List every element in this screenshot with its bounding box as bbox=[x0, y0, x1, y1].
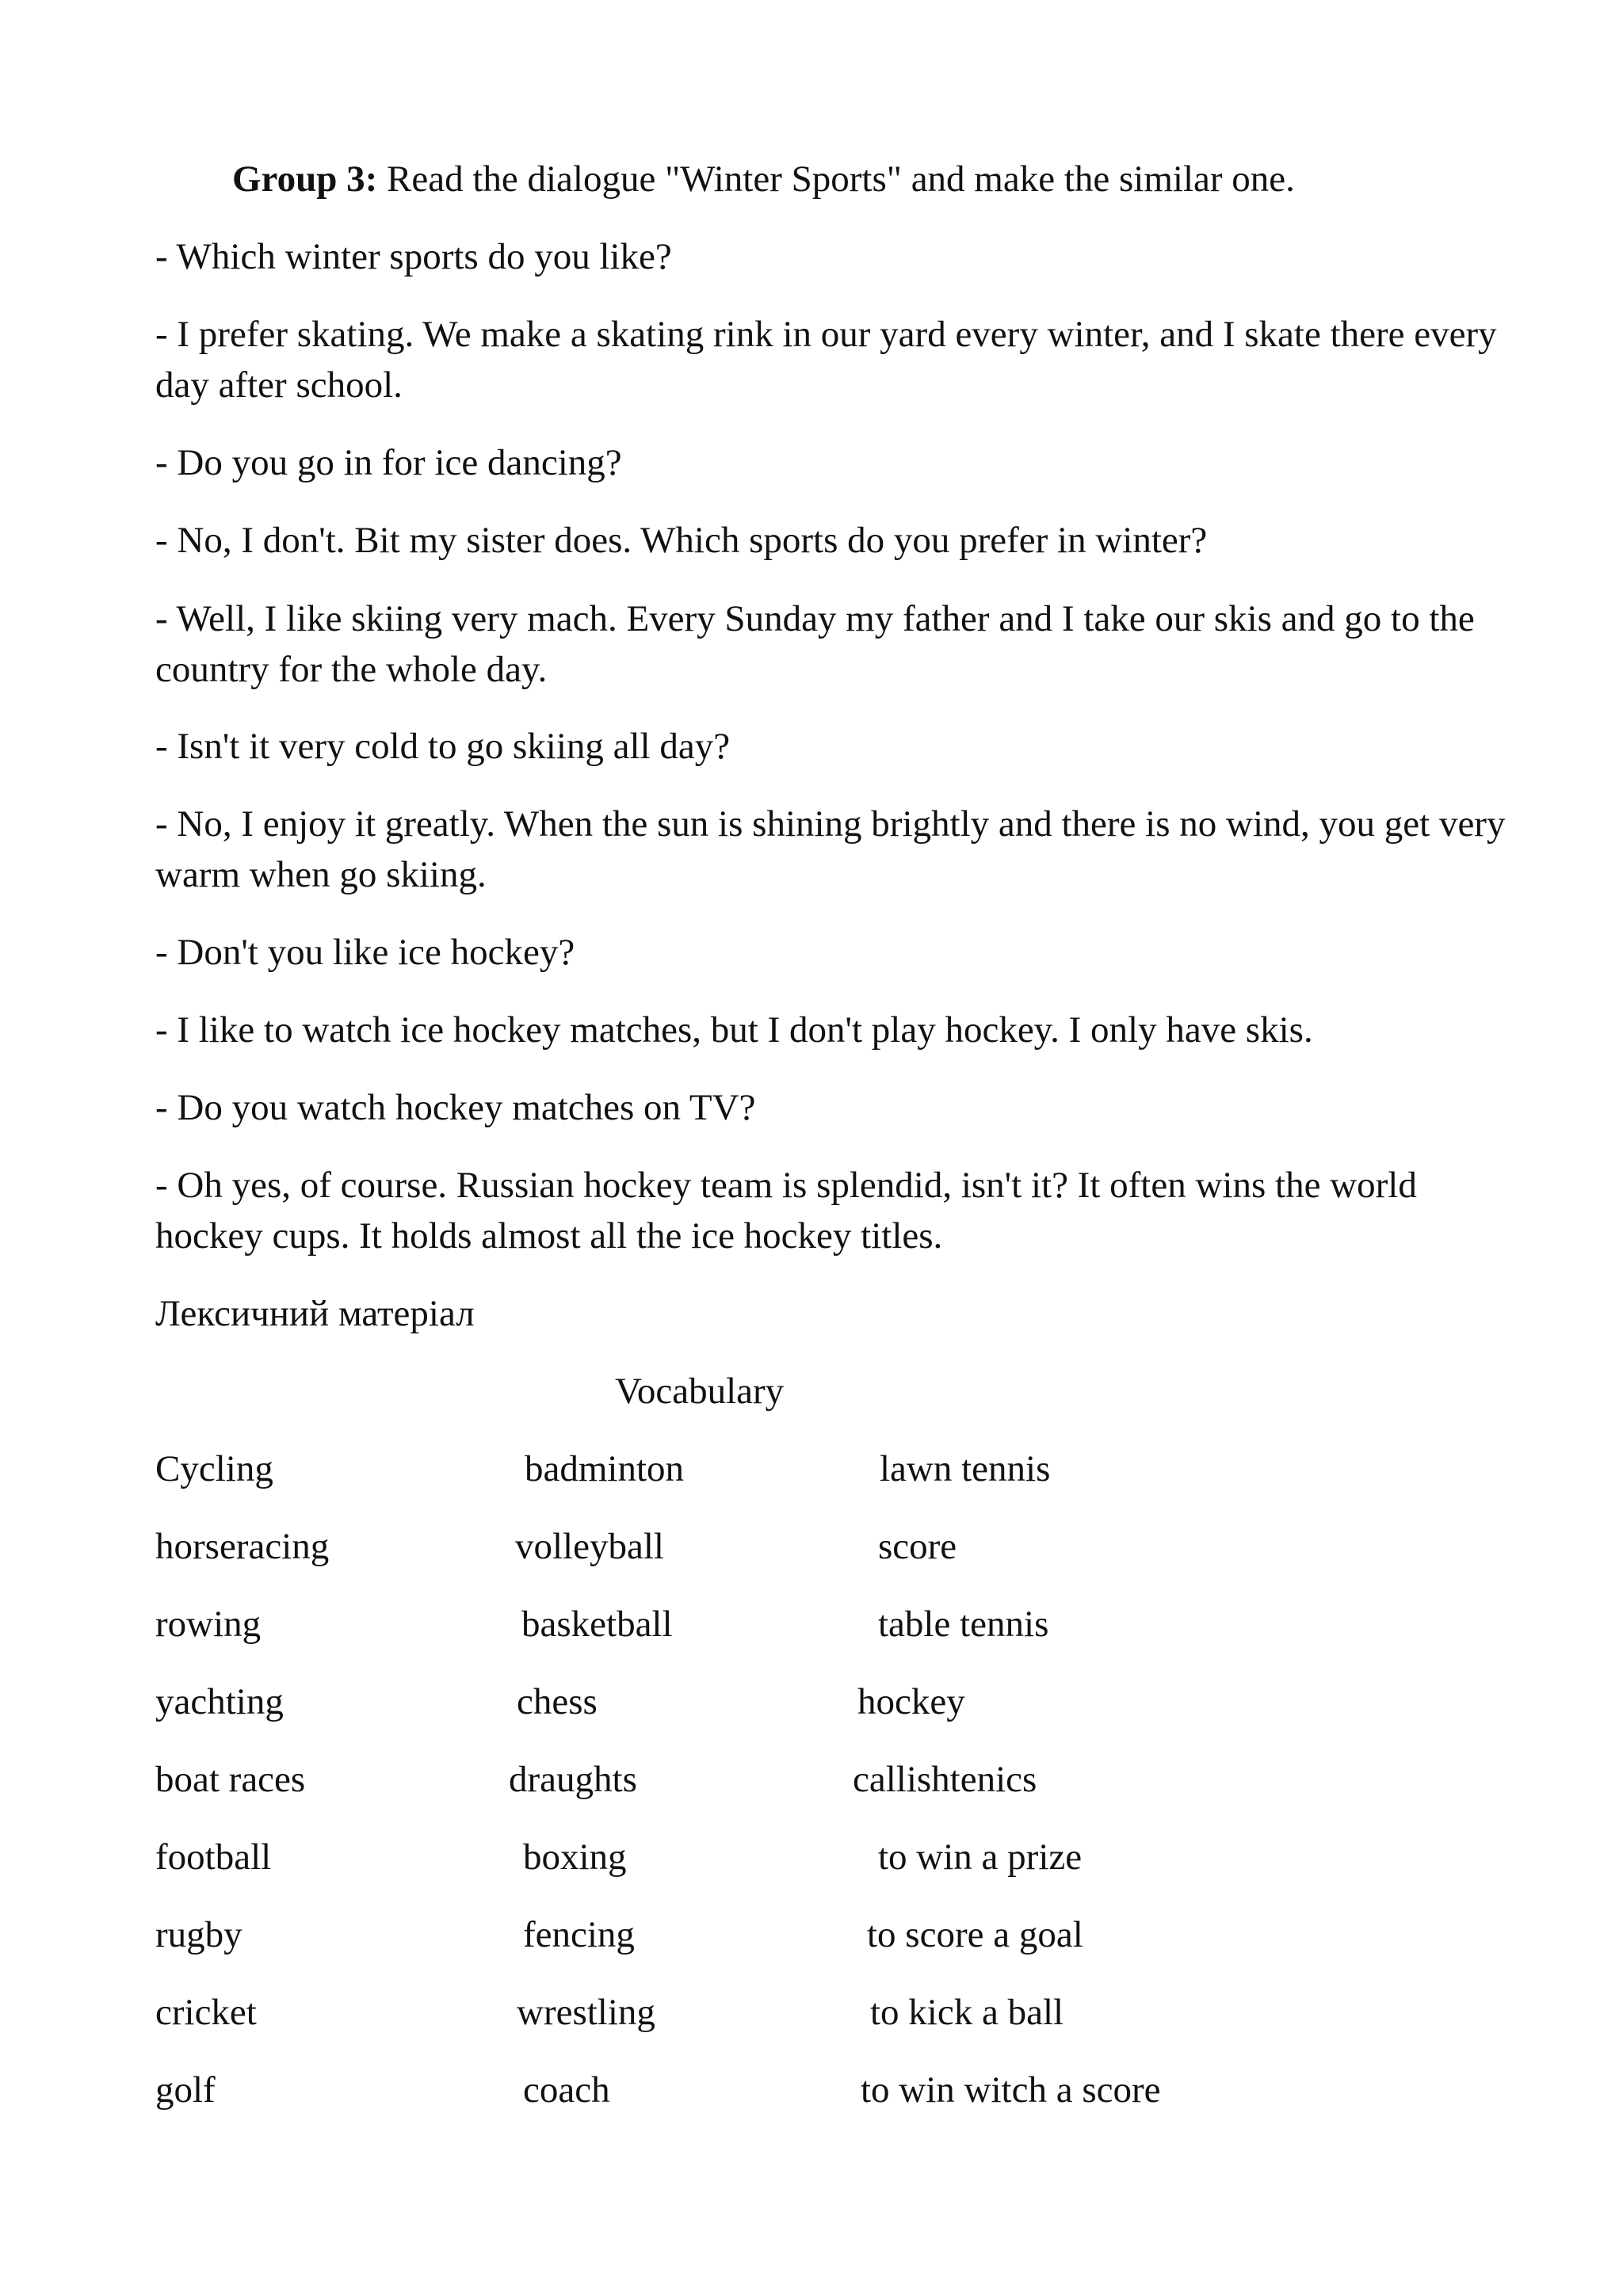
dialogue-text: - No, I don't. Bit my sister does. Which sports do you prefer in winter? bbox=[155, 520, 1208, 561]
vocab-word: callishtenics bbox=[853, 1759, 1037, 1800]
vocab-word: Cycling bbox=[155, 1448, 273, 1489]
dialogue-text: - I prefer skating. We make a skating rink in our yard every winter, and I skate there every bbox=[155, 314, 1497, 355]
dialogue-text: - Isn't it very cold to go skiing all day? bbox=[155, 726, 731, 767]
dialogue-line bbox=[155, 721, 1566, 772]
vocab-word: basketball bbox=[521, 1604, 673, 1645]
dialogue-line bbox=[155, 231, 1566, 282]
dialogue-text: hockey cups. It holds almost all the ice hockey titles. bbox=[155, 1215, 943, 1257]
vocab-word: yachting bbox=[155, 1681, 284, 1722]
dialogue-text: - I like to watch ice hockey matches, but I don't play hockey. I only have skis. bbox=[155, 1009, 1313, 1051]
vocab-word: draughts bbox=[509, 1759, 637, 1800]
vocab-word: to score a goal bbox=[867, 1914, 1083, 1955]
vocab-word: to kick a ball bbox=[870, 1992, 1064, 2033]
dialogue-text: warm when go skiing. bbox=[155, 854, 487, 895]
vocab-word: hockey bbox=[857, 1681, 965, 1722]
vocabulary-title: Vocabulary bbox=[615, 1371, 785, 1412]
vocab-word: horseracing bbox=[155, 1526, 330, 1567]
section-label: Лексичний матеріал bbox=[155, 1293, 475, 1334]
vocab-word: lawn tennis bbox=[880, 1448, 1051, 1489]
vocab-word: volleyball bbox=[515, 1526, 664, 1567]
dialogue-text: - Well, I like skiing very mach. Every Sunday my father and I take our skis and go to the bbox=[155, 598, 1475, 639]
dialogue-text: - No, I enjoy it greatly. When the sun is shining brightly and there is no wind, you get very bbox=[155, 803, 1506, 845]
dialogue-line bbox=[155, 927, 1566, 978]
group-label: Group 3: bbox=[232, 158, 378, 200]
dialogue-line bbox=[155, 593, 1566, 695]
dialogue-line bbox=[155, 1082, 1566, 1133]
dialogue-text: - Oh yes, of course. Russian hockey team is splendid, isn't it? It often wins the world bbox=[155, 1165, 1417, 1206]
vocab-word: badminton bbox=[525, 1448, 685, 1489]
dialogue-line bbox=[155, 1005, 1566, 1055]
vocab-word: coach bbox=[523, 2069, 610, 2111]
vocab-word: boxing bbox=[523, 1836, 627, 1878]
vocab-word: score bbox=[878, 1526, 957, 1567]
dialogue-text: - Don't you like ice hockey? bbox=[155, 932, 575, 973]
dialogue-line bbox=[155, 437, 1566, 488]
vocab-word: fencing bbox=[523, 1914, 635, 1955]
dialogue-text: day after school. bbox=[155, 364, 403, 406]
task-heading bbox=[232, 154, 1295, 204]
dialogue-line bbox=[155, 309, 1566, 410]
dialogue-text: - Do you watch hockey matches on TV? bbox=[155, 1087, 756, 1128]
vocab-word: boat races bbox=[155, 1759, 306, 1800]
dialogue-line bbox=[155, 515, 1566, 566]
dialogue-text: - Do you go in for ice dancing? bbox=[155, 442, 622, 483]
vocab-word: rugby bbox=[155, 1914, 242, 1955]
vocab-word: golf bbox=[155, 2069, 216, 2111]
task-instruction: Read the dialogue "Winter Sports" and make the similar one. bbox=[377, 158, 1295, 200]
vocab-word: rowing bbox=[155, 1604, 262, 1645]
dialogue-text: country for the whole day. bbox=[155, 649, 548, 690]
vocab-word: chess bbox=[517, 1681, 598, 1722]
dialogue-line bbox=[155, 799, 1566, 900]
vocab-word: cricket bbox=[155, 1992, 257, 2033]
dialogue-line bbox=[155, 1160, 1566, 1261]
dialogue-text: - Which winter sports do you like? bbox=[155, 236, 672, 277]
vocab-word: to win witch a score bbox=[861, 2069, 1161, 2111]
vocab-word: to win a prize bbox=[878, 1836, 1083, 1878]
vocab-word: table tennis bbox=[878, 1604, 1049, 1645]
vocab-word: wrestling bbox=[517, 1992, 655, 2033]
vocab-word: football bbox=[155, 1836, 272, 1878]
